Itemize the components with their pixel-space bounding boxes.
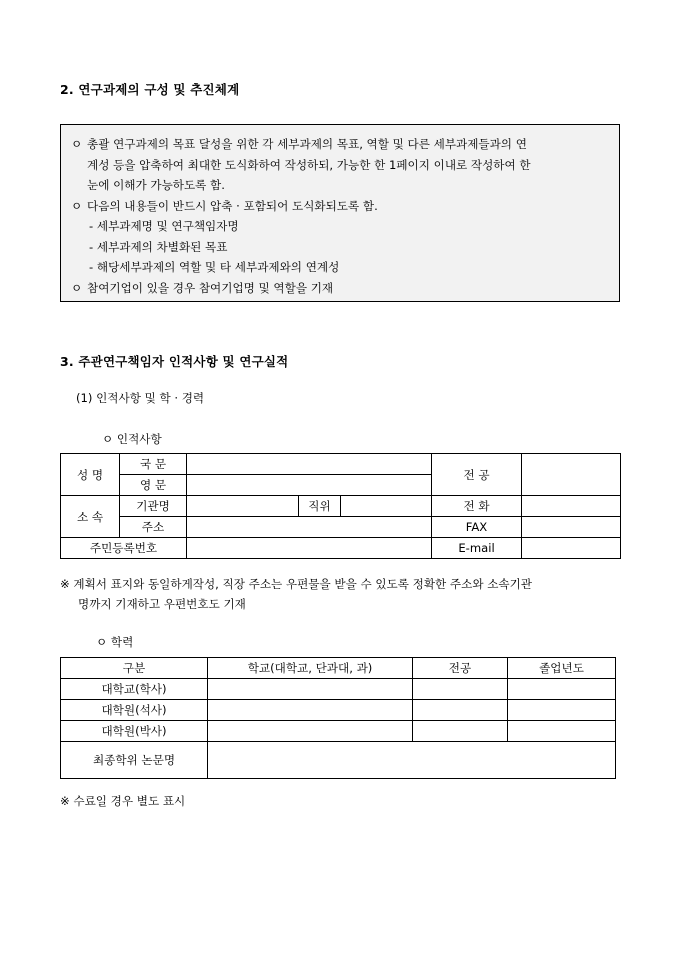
email-cell[interactable]: [522, 538, 621, 559]
english-label: 영 문: [120, 475, 187, 496]
thesis-label: 최종학위 논문명: [61, 742, 208, 779]
paragraph-2: [71, 196, 609, 217]
paragraph-1: [71, 134, 609, 155]
table-cell[interactable]: [208, 700, 413, 721]
list-item: - 세부과제의 차별화된 목표: [89, 239, 228, 254]
paragraph-1-line-2: 계성 등을 압축하여 최대한 도식화하여 작성하되, 가능한 한 1페이지 이내로 작성하여 한: [87, 157, 531, 172]
korean-name-cell[interactable]: [187, 454, 432, 475]
note-1-line-1: ※ 계획서 표지와 동일하게작성, 직장 주소는 우편물을 받을 수 있도록 정확한 주소와 소속기관: [60, 577, 533, 591]
position-label: 직위: [299, 496, 341, 517]
column-header: 졸업년도: [508, 658, 616, 679]
phone-label: 전 화: [432, 496, 522, 517]
row-label-master: 대학원(석사): [61, 700, 208, 721]
table-cell[interactable]: [508, 700, 616, 721]
fax-label: FAX: [432, 517, 522, 538]
major-label: 전 공: [432, 454, 522, 496]
column-header: 전공: [413, 658, 508, 679]
subsection-title: (1) 인적사항 및 학 · 경력: [76, 391, 205, 405]
instruction-box: [60, 124, 620, 302]
org-name-label: 기관명: [120, 496, 187, 517]
table-cell[interactable]: [413, 721, 508, 742]
column-header: 구분: [61, 658, 208, 679]
table-cell[interactable]: [413, 700, 508, 721]
address-label: 주소: [120, 517, 187, 538]
thesis-cell[interactable]: [208, 742, 616, 779]
resident-no-label: 주민등록번호: [61, 538, 187, 559]
name-label: 성 명: [61, 454, 120, 496]
resident-no-cell[interactable]: [187, 538, 432, 559]
section2-heading: 2. 연구과제의 구성 및 추진체계: [60, 82, 240, 97]
education-label: ㅇ 학력: [96, 635, 134, 649]
major-cell[interactable]: [522, 454, 621, 496]
phone-cell[interactable]: [522, 496, 621, 517]
paragraph-2-text: 다음의 내용들이 반드시 압축 · 포함되어 도식화되도록 함.: [87, 198, 378, 213]
column-header: 학교(대학교, 단과대, 과): [208, 658, 413, 679]
address-cell[interactable]: [187, 517, 432, 538]
education-table: [60, 657, 616, 779]
note-2: ※ 수료일 경우 별도 표시: [60, 794, 186, 808]
table-cell[interactable]: [508, 721, 616, 742]
table-cell[interactable]: [413, 679, 508, 700]
row-label-doctor: 대학원(박사): [61, 721, 208, 742]
note-1-line-2: 명까지 기재하고 우편번호도 기재: [78, 597, 246, 611]
bullet-icon: ㅇ: [71, 198, 83, 213]
table-cell[interactable]: [508, 679, 616, 700]
section3-heading: 3. 주관연구책임자 인적사항 및 연구실적: [60, 354, 289, 369]
paragraph-3: [71, 278, 609, 299]
personal-info-label: ㅇ 인적사항: [102, 432, 162, 446]
row-label-bachelor: 대학교(학사): [61, 679, 208, 700]
paragraph-1-line-3: 눈에 이해가 가능하도록 함.: [87, 178, 225, 192]
fax-cell[interactable]: [522, 517, 621, 538]
bullet-icon: ㅇ: [71, 137, 83, 151]
position-cell[interactable]: [341, 496, 432, 517]
table-cell[interactable]: [208, 679, 413, 700]
list-item: - 해당세부과제의 역할 및 타 세부과제와의 연계성: [89, 260, 340, 274]
list-item: - 세부과제명 및 연구책임자명: [89, 219, 239, 233]
english-name-cell[interactable]: [187, 475, 432, 496]
email-label: E-mail: [432, 538, 522, 559]
bullet-icon: ㅇ: [71, 280, 83, 295]
org-name-cell[interactable]: [187, 496, 299, 517]
personal-info-table: [60, 453, 621, 559]
affiliation-label: 소 속: [61, 496, 120, 538]
paragraph-1-line-1: 총괄 연구과제의 목표 달성을 위한 각 세부과제의 목표, 역할 및 다른 세부과제들과의 연: [87, 137, 527, 151]
paragraph-3-text: 참여기업이 있을 경우 참여기업명 및 역할을 기재: [87, 280, 334, 295]
table-cell[interactable]: [208, 721, 413, 742]
korean-label: 국 문: [120, 454, 187, 475]
